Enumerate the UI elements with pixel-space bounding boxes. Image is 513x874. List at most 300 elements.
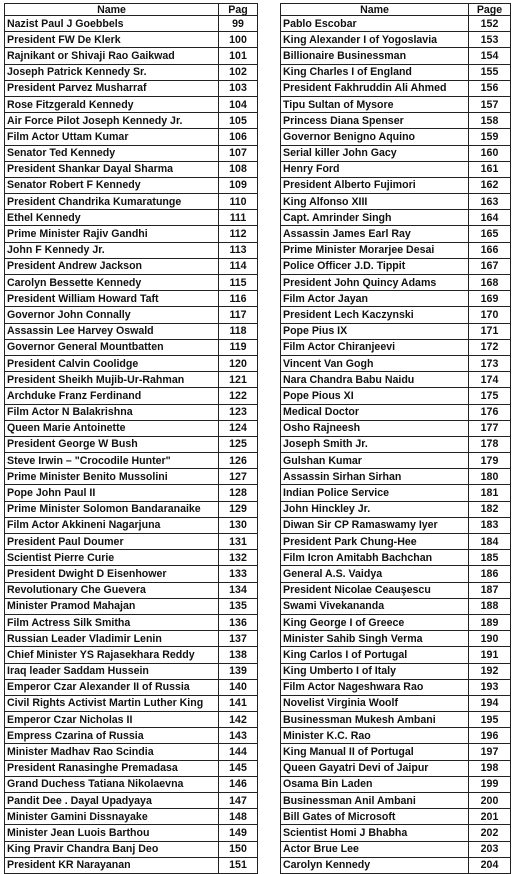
table-row	[281, 420, 511, 436]
entry-page: 122	[219, 388, 258, 404]
entry-name: Novelist Virginia Woolf	[281, 695, 469, 711]
entry-name: Tipu Sultan of Mysore	[281, 96, 469, 112]
table-row	[281, 825, 511, 841]
entry-page: 157	[469, 96, 511, 112]
entry-name: King Manual II of Portugal	[281, 744, 469, 760]
table-row	[281, 226, 511, 242]
entry-name: King Carlos I of Portugal	[281, 647, 469, 663]
entry-name: King George I of Greece	[281, 614, 469, 630]
table-row	[5, 566, 258, 582]
table-row	[5, 501, 258, 517]
entry-page: 125	[219, 436, 258, 452]
entry-page: 123	[219, 404, 258, 420]
entry-name: Minister Gamini Dissnayake	[5, 809, 219, 825]
entry-name: Queen Marie Antoinette	[5, 420, 219, 436]
table-row	[281, 291, 511, 307]
entry-name: Russian Leader Vladimir Lenin	[5, 631, 219, 647]
entry-page: 178	[469, 436, 511, 452]
table-row	[281, 64, 511, 80]
table-row	[281, 258, 511, 274]
entry-name: Revolutionary Che Guevera	[5, 582, 219, 598]
entry-page: 173	[469, 355, 511, 371]
entry-page: 153	[469, 32, 511, 48]
entry-name: Minister Madhav Rao Scindia	[5, 744, 219, 760]
entry-page: 186	[469, 566, 511, 582]
entry-name: Medical Doctor	[281, 404, 469, 420]
table-row	[5, 679, 258, 695]
entry-name: Steve Irwin – "Crocodile Hunter"	[5, 453, 219, 469]
entry-name: President Dwight D Eisenhower	[5, 566, 219, 582]
entry-name: President Fakhruddin Ali Ahmed	[281, 80, 469, 96]
table-row	[5, 598, 258, 614]
entry-name: King Alfonso XIII	[281, 194, 469, 210]
entry-name: Emperor Czar Alexander II of Russia	[5, 679, 219, 695]
table-row	[281, 323, 511, 339]
table-row	[5, 695, 258, 711]
entry-page: 159	[469, 129, 511, 145]
entry-page: 197	[469, 744, 511, 760]
entry-name: Henry Ford	[281, 161, 469, 177]
entry-name: President Andrew Jackson	[5, 258, 219, 274]
entry-page: 194	[469, 695, 511, 711]
entry-name: Pope John Paul II	[5, 485, 219, 501]
name-column-header: Name	[5, 4, 219, 16]
table-row	[5, 355, 258, 371]
entry-page: 107	[219, 145, 258, 161]
entry-name: Billionaire Businessman	[281, 48, 469, 64]
table-row	[281, 550, 511, 566]
entry-page: 148	[219, 809, 258, 825]
entry-name: President Parvez Musharraf	[5, 80, 219, 96]
table-row	[281, 598, 511, 614]
table-row	[281, 647, 511, 663]
entry-page: 100	[219, 32, 258, 48]
table-row	[5, 339, 258, 355]
entry-page: 187	[469, 582, 511, 598]
right-index-table	[280, 3, 511, 874]
entry-page: 115	[219, 275, 258, 291]
table-row	[281, 404, 511, 420]
entry-name: Pandit Dee . Dayal Upadyaya	[5, 793, 219, 809]
header-row	[5, 4, 258, 16]
entry-name: Gulshan Kumar	[281, 453, 469, 469]
entry-page: 141	[219, 695, 258, 711]
entry-name: Nazist Paul J Goebbels	[5, 16, 219, 32]
entry-page: 195	[469, 712, 511, 728]
entry-name: Scientist Pierre Curie	[5, 550, 219, 566]
entry-page: 175	[469, 388, 511, 404]
entry-name: Film Actress Silk Smitha	[5, 614, 219, 630]
entry-name: President Park Chung-Hee	[281, 534, 469, 550]
entry-page: 117	[219, 307, 258, 323]
table-row	[5, 275, 258, 291]
table-row	[5, 550, 258, 566]
entry-name: Bill Gates of Microsoft	[281, 809, 469, 825]
entry-name: Prime Minister Morarjee Desai	[281, 242, 469, 258]
entry-page: 139	[219, 663, 258, 679]
entry-name: Nara Chandra Babu Naidu	[281, 372, 469, 388]
entry-name: Serial killer John Gacy	[281, 145, 469, 161]
entry-name: Osama Bin Laden	[281, 776, 469, 792]
table-row	[5, 663, 258, 679]
table-row	[5, 48, 258, 64]
name-column-header: Name	[281, 4, 469, 16]
entry-name: President John Quincy Adams	[281, 275, 469, 291]
entry-name: Assassin Lee Harvey Oswald	[5, 323, 219, 339]
entry-page: 136	[219, 614, 258, 630]
entry-name: Film Actor Nageshwara Rao	[281, 679, 469, 695]
entry-name: Prime Minister Solomon Bandaranaike	[5, 501, 219, 517]
entry-page: 193	[469, 679, 511, 695]
entry-name: Actor Brue Lee	[281, 841, 469, 857]
entry-name: President Lech Kaczynski	[281, 307, 469, 323]
entry-page: 147	[219, 793, 258, 809]
entry-page: 111	[219, 210, 258, 226]
table-row	[5, 32, 258, 48]
table-row	[281, 388, 511, 404]
table-row	[281, 16, 511, 32]
entry-page: 171	[469, 323, 511, 339]
entry-page: 198	[469, 760, 511, 776]
page-column-header: Pag	[219, 4, 258, 16]
entry-page: 168	[469, 275, 511, 291]
entry-page: 189	[469, 614, 511, 630]
entry-page: 129	[219, 501, 258, 517]
table-row	[281, 177, 511, 193]
entry-name: Princess Diana Spenser	[281, 113, 469, 129]
entry-name: Pablo Escobar	[281, 16, 469, 32]
entry-name: Chief Minister YS Rajasekhara Reddy	[5, 647, 219, 663]
table-row	[281, 712, 511, 728]
entry-page: 126	[219, 453, 258, 469]
entry-page: 166	[469, 242, 511, 258]
table-row	[5, 793, 258, 809]
entry-name: Queen Gayatri Devi of Jaipur	[281, 760, 469, 776]
table-row	[281, 517, 511, 533]
entry-name: King Pravir Chandra Banj Deo	[5, 841, 219, 857]
table-row	[281, 679, 511, 695]
entry-name: Iraq leader Saddam Hussein	[5, 663, 219, 679]
entry-name: Carolyn Bessette Kennedy	[5, 275, 219, 291]
entry-name: Film Actor Uttam Kumar	[5, 129, 219, 145]
entry-page: 118	[219, 323, 258, 339]
entry-page: 110	[219, 194, 258, 210]
table-row	[281, 275, 511, 291]
table-row	[281, 80, 511, 96]
entry-page: 180	[469, 469, 511, 485]
table-row	[281, 32, 511, 48]
entry-page: 196	[469, 728, 511, 744]
entry-name: Osho Rajneesh	[281, 420, 469, 436]
entry-name: Film Actor Chiranjeevi	[281, 339, 469, 355]
entry-name: Minister Jean Luois Barthou	[5, 825, 219, 841]
table-row	[281, 161, 511, 177]
header-row	[281, 4, 511, 16]
entry-page: 172	[469, 339, 511, 355]
table-row	[281, 663, 511, 679]
table-row	[5, 177, 258, 193]
entry-name: Vincent Van Gogh	[281, 355, 469, 371]
entry-page: 156	[469, 80, 511, 96]
entry-page: 119	[219, 339, 258, 355]
entry-name: Businessman Anil Ambani	[281, 793, 469, 809]
table-row	[5, 485, 258, 501]
entry-name: Assassin James Earl Ray	[281, 226, 469, 242]
entry-page: 135	[219, 598, 258, 614]
entry-page: 102	[219, 64, 258, 80]
table-row	[5, 776, 258, 792]
table-row	[5, 744, 258, 760]
entry-name: President Sheikh Mujib-Ur-Rahman	[5, 372, 219, 388]
entry-page: 200	[469, 793, 511, 809]
table-row	[281, 48, 511, 64]
table-row	[5, 388, 258, 404]
table-row	[281, 760, 511, 776]
entry-name: Minister Sahib Singh Verma	[281, 631, 469, 647]
table-row	[281, 534, 511, 550]
table-row	[281, 96, 511, 112]
entry-name: King Umberto I of Italy	[281, 663, 469, 679]
table-row	[5, 129, 258, 145]
entry-name: Rose Fitzgerald Kennedy	[5, 96, 219, 112]
table-row	[5, 712, 258, 728]
table-row	[5, 760, 258, 776]
entry-name: King Alexander I of Yogoslavia	[281, 32, 469, 48]
entry-page: 108	[219, 161, 258, 177]
table-row	[5, 258, 258, 274]
table-row	[281, 307, 511, 323]
table-row	[281, 614, 511, 630]
entry-page: 112	[219, 226, 258, 242]
entry-page: 145	[219, 760, 258, 776]
table-row	[281, 809, 511, 825]
table-row	[5, 453, 258, 469]
entry-page: 113	[219, 242, 258, 258]
table-row	[5, 809, 258, 825]
entry-page: 165	[469, 226, 511, 242]
entry-page: 183	[469, 517, 511, 533]
entry-name: Governor General Mountbatten	[5, 339, 219, 355]
entry-name: Businessman Mukesh Ambani	[281, 712, 469, 728]
index-page	[4, 3, 510, 872]
entry-page: 104	[219, 96, 258, 112]
entry-name: Minister Pramod Mahajan	[5, 598, 219, 614]
entry-page: 105	[219, 113, 258, 129]
entry-page: 101	[219, 48, 258, 64]
entry-name: Pope Pius IX	[281, 323, 469, 339]
table-row	[281, 841, 511, 857]
entry-name: Governor Benigno Aquino	[281, 129, 469, 145]
entry-name: Senator Robert F Kennedy	[5, 177, 219, 193]
table-row	[5, 517, 258, 533]
entry-page: 137	[219, 631, 258, 647]
entry-page: 203	[469, 841, 511, 857]
table-row	[5, 469, 258, 485]
entry-name: Film Actor Jayan	[281, 291, 469, 307]
entry-name: Joseph Smith Jr.	[281, 436, 469, 452]
entry-name: Rajnikant or Shivaji Rao Gaikwad	[5, 48, 219, 64]
table-row	[281, 566, 511, 582]
entry-page: 182	[469, 501, 511, 517]
entry-page: 174	[469, 372, 511, 388]
entry-name: Film Actor Akkineni Nagarjuna	[5, 517, 219, 533]
entry-page: 151	[219, 857, 258, 873]
entry-page: 191	[469, 647, 511, 663]
entry-page: 130	[219, 517, 258, 533]
table-row	[5, 64, 258, 80]
entry-name: President FW De Klerk	[5, 32, 219, 48]
entry-name: President George W Bush	[5, 436, 219, 452]
table-row	[281, 501, 511, 517]
entry-name: Film Icron Amitabh Bachchan	[281, 550, 469, 566]
entry-name: President Shankar Dayal Sharma	[5, 161, 219, 177]
entry-name: Senator Ted Kennedy	[5, 145, 219, 161]
table-row	[281, 129, 511, 145]
entry-name: Archduke Franz Ferdinand	[5, 388, 219, 404]
entry-page: 150	[219, 841, 258, 857]
entry-page: 144	[219, 744, 258, 760]
table-row	[5, 614, 258, 630]
entry-page: 132	[219, 550, 258, 566]
table-row	[281, 793, 511, 809]
entry-page: 184	[469, 534, 511, 550]
table-row	[5, 242, 258, 258]
entry-name: Assassin Sirhan Sirhan	[281, 469, 469, 485]
entry-name: Prime Minister Rajiv Gandhi	[5, 226, 219, 242]
entry-page: 176	[469, 404, 511, 420]
table-row	[281, 582, 511, 598]
entry-page: 181	[469, 485, 511, 501]
entry-page: 167	[469, 258, 511, 274]
entry-page: 138	[219, 647, 258, 663]
entry-page: 124	[219, 420, 258, 436]
table-row	[281, 372, 511, 388]
table-row	[5, 631, 258, 647]
table-row	[5, 113, 258, 129]
entry-name: Emperor Czar Nicholas II	[5, 712, 219, 728]
entry-page: 204	[469, 857, 511, 873]
table-row	[281, 728, 511, 744]
table-row	[281, 436, 511, 452]
table-row	[5, 404, 258, 420]
table-row	[281, 145, 511, 161]
page-column-header: Page	[469, 4, 511, 16]
entry-name: President Alberto Fujimori	[281, 177, 469, 193]
entry-name: Diwan Sir CP Ramaswamy Iyer	[281, 517, 469, 533]
entry-name: President KR Narayanan	[5, 857, 219, 873]
table-row	[5, 226, 258, 242]
table-row	[5, 825, 258, 841]
table-row	[5, 291, 258, 307]
entry-page: 179	[469, 453, 511, 469]
entry-name: President Ranasinghe Premadasa	[5, 760, 219, 776]
entry-page: 109	[219, 177, 258, 193]
table-row	[281, 339, 511, 355]
entry-page: 160	[469, 145, 511, 161]
table-row	[5, 372, 258, 388]
table-row	[5, 728, 258, 744]
entry-page: 170	[469, 307, 511, 323]
entry-name: Joseph Patrick Kennedy Sr.	[5, 64, 219, 80]
entry-page: 121	[219, 372, 258, 388]
table-row	[281, 194, 511, 210]
entry-page: 106	[219, 129, 258, 145]
entry-page: 114	[219, 258, 258, 274]
entry-name: John Hinckley Jr.	[281, 501, 469, 517]
entry-name: King Charles I of England	[281, 64, 469, 80]
entry-page: 185	[469, 550, 511, 566]
table-row	[5, 647, 258, 663]
entry-page: 192	[469, 663, 511, 679]
entry-page: 201	[469, 809, 511, 825]
entry-name: Capt. Amrinder Singh	[281, 210, 469, 226]
entry-page: 131	[219, 534, 258, 550]
table-row	[281, 355, 511, 371]
entry-name: John F Kennedy Jr.	[5, 242, 219, 258]
table-row	[5, 16, 258, 32]
entry-page: 142	[219, 712, 258, 728]
entry-page: 127	[219, 469, 258, 485]
entry-page: 164	[469, 210, 511, 226]
entry-page: 146	[219, 776, 258, 792]
entry-page: 99	[219, 16, 258, 32]
entry-page: 188	[469, 598, 511, 614]
entry-page: 177	[469, 420, 511, 436]
entry-name: Swami Vivekananda	[281, 598, 469, 614]
entry-page: 140	[219, 679, 258, 695]
entry-name: Scientist Homi J Bhabha	[281, 825, 469, 841]
table-row	[5, 80, 258, 96]
entry-page: 169	[469, 291, 511, 307]
table-row	[281, 210, 511, 226]
table-row	[281, 857, 511, 873]
table-row	[5, 307, 258, 323]
entry-page: 202	[469, 825, 511, 841]
entry-page: 133	[219, 566, 258, 582]
table-row	[281, 695, 511, 711]
table-row	[281, 631, 511, 647]
table-row	[281, 776, 511, 792]
table-row	[5, 436, 258, 452]
entry-name: President William Howard Taft	[5, 291, 219, 307]
table-row	[281, 113, 511, 129]
entry-page: 143	[219, 728, 258, 744]
entry-page: 134	[219, 582, 258, 598]
entry-page: 155	[469, 64, 511, 80]
entry-page: 158	[469, 113, 511, 129]
entry-page: 199	[469, 776, 511, 792]
entry-name: Civil Rights Activist Martin Luther King	[5, 695, 219, 711]
entry-name: President Calvin Coolidge	[5, 355, 219, 371]
left-index-table	[4, 3, 258, 874]
entry-name: Carolyn Kennedy	[281, 857, 469, 873]
entry-name: President Paul Doumer	[5, 534, 219, 550]
table-row	[5, 582, 258, 598]
entry-page: 190	[469, 631, 511, 647]
entry-name: Prime Minister Benito Mussolini	[5, 469, 219, 485]
entry-page: 152	[469, 16, 511, 32]
entry-name: Indian Police Service	[281, 485, 469, 501]
table-row	[281, 453, 511, 469]
entry-page: 161	[469, 161, 511, 177]
entry-page: 103	[219, 80, 258, 96]
entry-page: 128	[219, 485, 258, 501]
table-row	[5, 161, 258, 177]
entry-name: Minister K.C. Rao	[281, 728, 469, 744]
entry-name: Grand Duchess Tatiana Nikolaevna	[5, 776, 219, 792]
entry-name: Police Officer J.D. Tippit	[281, 258, 469, 274]
table-row	[5, 841, 258, 857]
